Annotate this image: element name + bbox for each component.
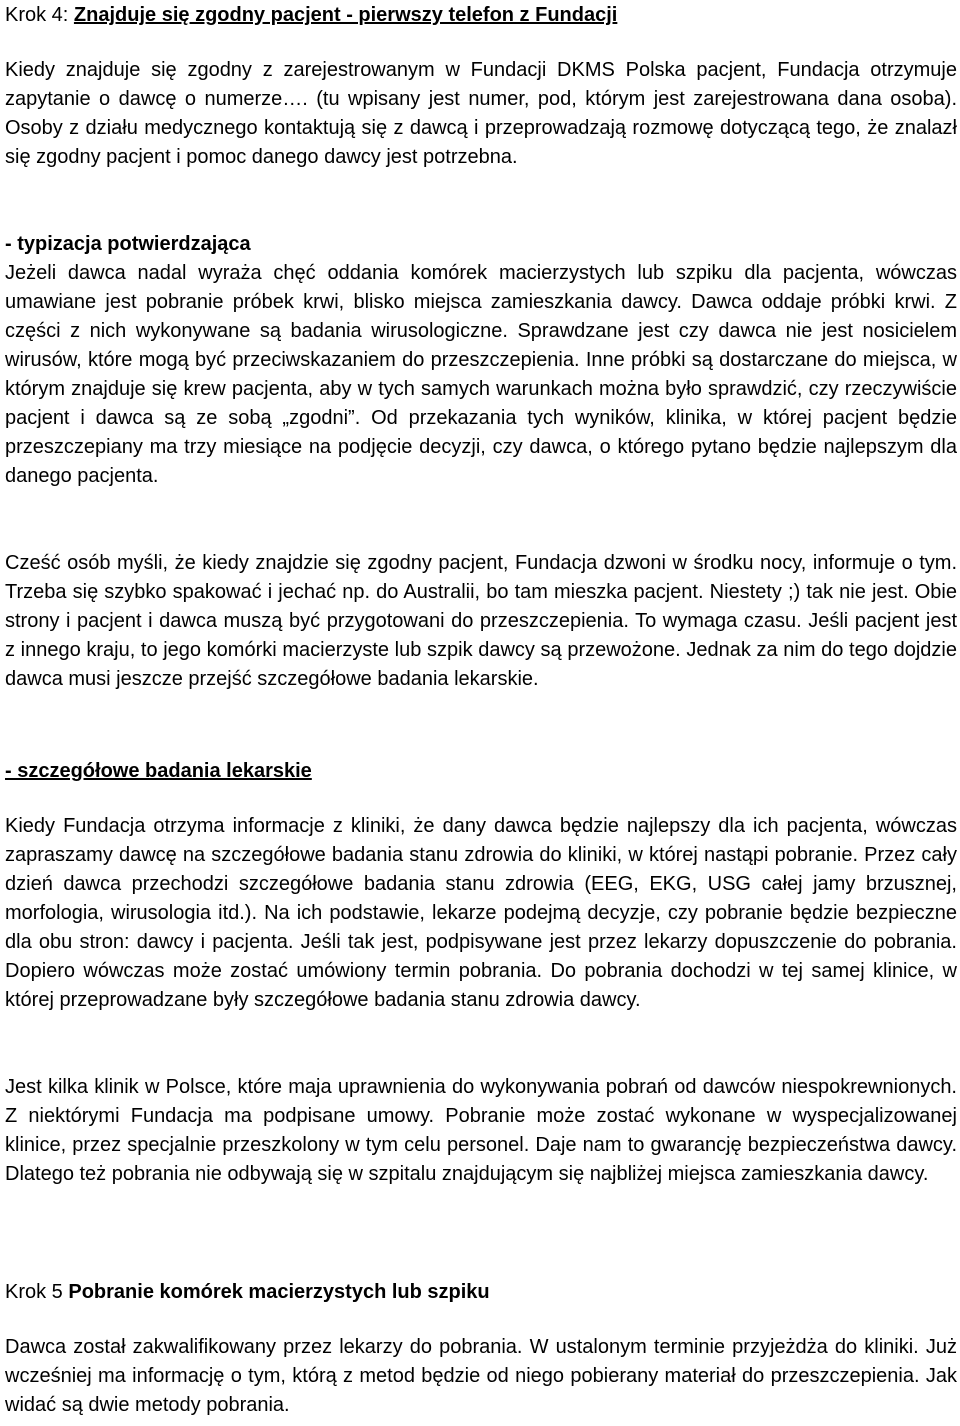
paragraph-detailed-exams: Kiedy Fundacja otrzyma informacje z kliniki, że dany dawca będzie najlepszy dla ich pacjenta, wówczas zapraszamy dawcę na szczegółowe badania stanu zdrowia do kliniki, w której nastąpi pobranie. Przez cały dzień dawca przechodzi szczegółowe badania stanu zdrowia (EEG, EKG, USG całej jamy brzusznej, morfologia, wirusologia itd.). Na ich podstawie, lekarze podejmą decyzje, czy pobranie będzie bezpieczne dla obu stron: dawcy i pacjenta. Jeśli tak jest, podpisywane jest przez lekarzy dopuszczenie do pobrania. Dopiero wówczas może zostać umówiony termin pobrania. Do pobrania dochodzi w tej samej klinice, w której przeprowadzane były szczegółowe badania stanu zdrowia dawcy. [5,815,957,1011]
step5-heading [5,1278,957,1307]
subheading-confirmatory-typing: - typizacja potwierdzająca [5,233,251,255]
step5-prefix: Krok 5 [5,1281,69,1303]
paragraph-donation: Dawca został zakwalifikowany przez lekarzy do pobrania. W ustalonym terminie przyjeżdża do kliniki. Już wcześniej ma informację o tym, którą z metod będzie od niego pobierany materiał do przeszczepienia. Jak widać są dwie metody pobrania. [5,1336,957,1416]
step4-heading [5,1,957,30]
step5-title: Pobranie komórek macierzystych lub szpiku [68,1281,490,1303]
paragraph-confirmatory-typing: Jeżeli dawca nadal wyraża chęć oddania komórek macierzystych lub szpiku dla pacjenta, wówczas umawiane jest pobranie próbek krwi, blisko miejsca zamieszkania dawcy. Dawca oddaje próbki krwi. Z części z nich wykonywane są badania wirusologiczne. Sprawdzane jest czy dawca nie jest nosicielem wirusów, które mogą być przeciwskazaniem do przeszczepienia. Inne próbki są dostarczane do miejsca, w którym znajduje się krew pacjenta, aby w tych samych warunkach można było sprawdzić, czy rzeczywiście pacjent i dawca są ze sobą „zgodni”. Od przekazania tych wyników, klinika, w której pacjent będzie przeszczepiany ma trzy miesiące na podjęcie decyzji, czy dawca, o którego pytano będzie najlepszym dla danego pacjenta. [5,262,957,487]
paragraph-misconception: Cześć osób myśli, że kiedy znajdzie się zgodny pacjent, Fundacja dzwoni w środku nocy, informuje o tym. Trzeba się szybko spakować i jechać np. do Australii, bo tam mieszka pacjent. Niestety ;) tak nie jest. Obie strony i pacjent i dawca muszą być przygotowani do przeszczepienia. To wymaga czasu. Jeśli pacjent jest z innego kraju, to jego komórki macierzyste lub szpik dawcy są przewożone. Jednak za nim do tego dojdzie dawca musi jeszcze przejść szczegółowe badania lekarskie. [5,552,957,690]
step4-title: Znajduje się zgodny pacjent - pierwszy telefon z Fundacji [73,4,618,26]
step4-prefix: Krok 4: [5,4,74,26]
paragraph-clinics: Jest kilka klinik w Polsce, które maja uprawnienia do wykonywania pobrań od dawców niespokrewnionych. Z niektórymi Fundacja ma podpisane umowy. Pobranie może zostać wykonane w wyspecjalizowanej klinice, przez specjalnie przeszkolony w tym celu personel. Daje nam to gwarancję bezpieczeństwa dawcy. Dlatego też pobrania nie odbywają się w szpitalu znajdującym się najbliżej miejsca zamieszkania dawcy. [5,1076,957,1185]
paragraph-dkms-contact: Kiedy znajduje się zgodny z zarejestrowanym w Fundacji DKMS Polska pacjent, Fundacja otrzymuje zapytanie o dawcę o numerze…. (tu wpisany jest numer, pod, którym jest zarejestrowana dana osoba). Osoby z działu medycznego kontaktują się z dawcą i przeprowadzają rozmowę dotyczącą tego, że znalazł się zgodny pacjent i pomoc danego dawcy jest potrzebna. [5,59,957,168]
subheading-detailed-exams: - szczegółowe badania lekarskie [5,760,312,782]
